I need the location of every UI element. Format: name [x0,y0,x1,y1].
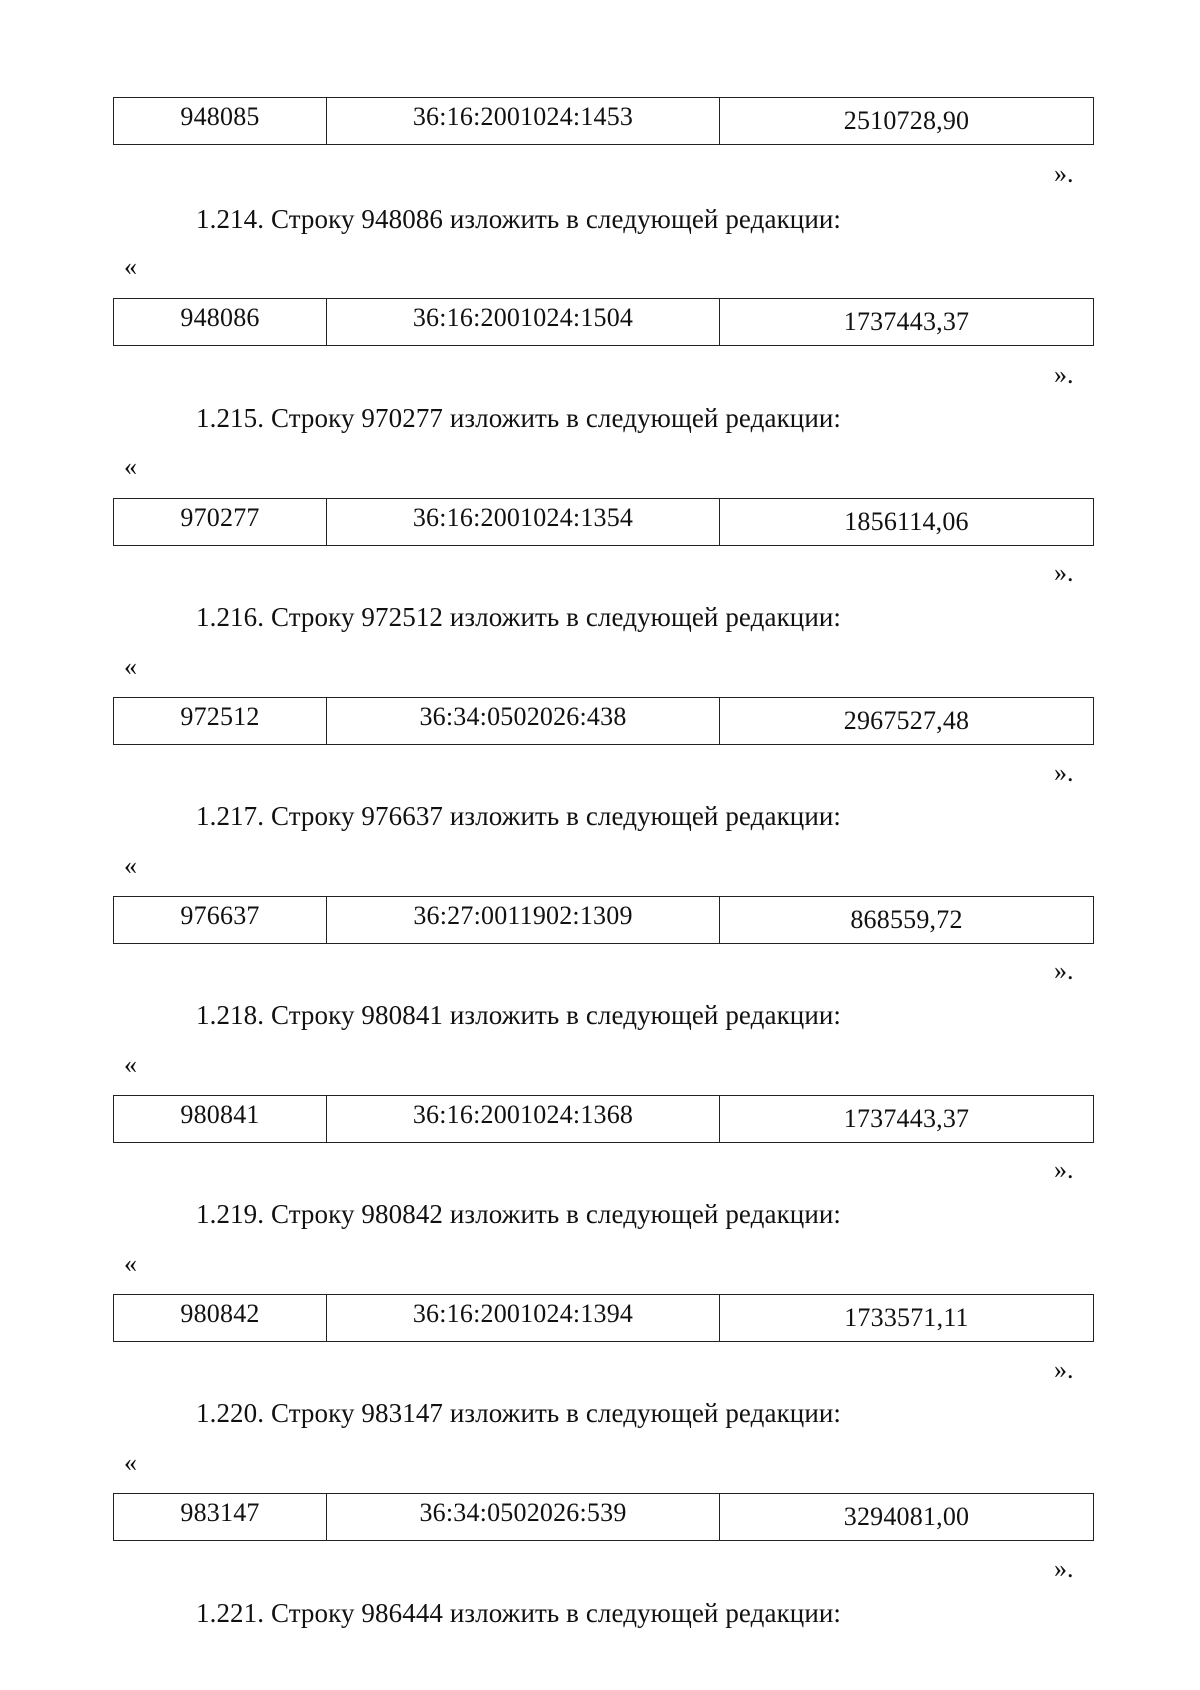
cadastral-number-cell: 36:16:2001024:1453 [327,98,720,144]
table-row [113,1493,1094,1541]
closing-quote: ». [1054,1155,1074,1184]
row-id-cell: 976637 [114,897,327,943]
table-row [113,298,1094,346]
row-id-cell: 970277 [114,499,327,545]
value-cell: 3294081,00 [843,1502,970,1531]
cadastral-number-cell: 36:27:0011902:1309 [327,897,720,943]
closing-quote: ». [1054,1554,1074,1583]
instruction-text: 1.216. Строку 972512 изложить в следующей редакции: [196,602,842,632]
instruction-text: 1.214. Строку 948086 изложить в следующей редакции: [196,204,842,234]
cadastral-number-cell: 36:34:0502026:438 [327,698,720,744]
opening-quote: « [124,652,137,681]
table-row [113,498,1094,546]
instruction-text: 1.220. Строку 983147 изложить в следующей редакции: [196,1398,842,1428]
row-id-cell: 980842 [114,1295,327,1341]
table-row [113,97,1094,145]
opening-quote: « [124,1448,137,1477]
opening-quote: « [124,452,137,481]
value-cell: 1737443,37 [843,1104,970,1133]
cadastral-number-cell: 36:34:0502026:539 [327,1494,720,1540]
opening-quote: « [124,1249,137,1278]
closing-quote: ». [1054,360,1074,389]
closing-quote: ». [1054,159,1074,188]
value-cell: 1737443,37 [843,307,970,336]
instruction-text: 1.221. Строку 986444 изложить в следующей редакции: [196,1598,842,1628]
opening-quote: « [124,1050,137,1079]
row-id-cell: 948085 [114,98,327,144]
closing-quote: ». [1054,956,1074,985]
instruction-text: 1.217. Строку 976637 изложить в следующей редакции: [196,801,842,831]
value-cell: 2967527,48 [843,706,970,735]
cadastral-number-cell: 36:16:2001024:1504 [327,299,720,345]
table-row [113,1294,1094,1342]
table-row [113,896,1094,944]
closing-quote: ». [1054,558,1074,587]
instruction-text: 1.218. Строку 980841 изложить в следующей редакции: [196,1000,842,1030]
value-cell: 868559,72 [850,905,963,934]
row-id-cell: 980841 [114,1096,327,1142]
value-cell: 1856114,06 [844,507,969,536]
value-cell: 2510728,90 [843,106,970,135]
value-cell: 1733571,11 [844,1303,969,1332]
table-row [113,1095,1094,1143]
cadastral-number-cell: 36:16:2001024:1394 [327,1295,720,1341]
instruction-text: 1.219. Строку 980842 изложить в следующей редакции: [196,1199,842,1229]
instruction-text: 1.215. Строку 970277 изложить в следующей редакции: [196,403,842,433]
cadastral-number-cell: 36:16:2001024:1368 [327,1096,720,1142]
closing-quote: ». [1054,1355,1074,1384]
cadastral-number-cell: 36:16:2001024:1354 [327,499,720,545]
opening-quote: « [124,851,137,880]
row-id-cell: 983147 [114,1494,327,1540]
closing-quote: ». [1054,758,1074,787]
table-row [113,697,1094,745]
row-id-cell: 948086 [114,299,327,345]
opening-quote: « [124,252,137,281]
row-id-cell: 972512 [114,698,327,744]
